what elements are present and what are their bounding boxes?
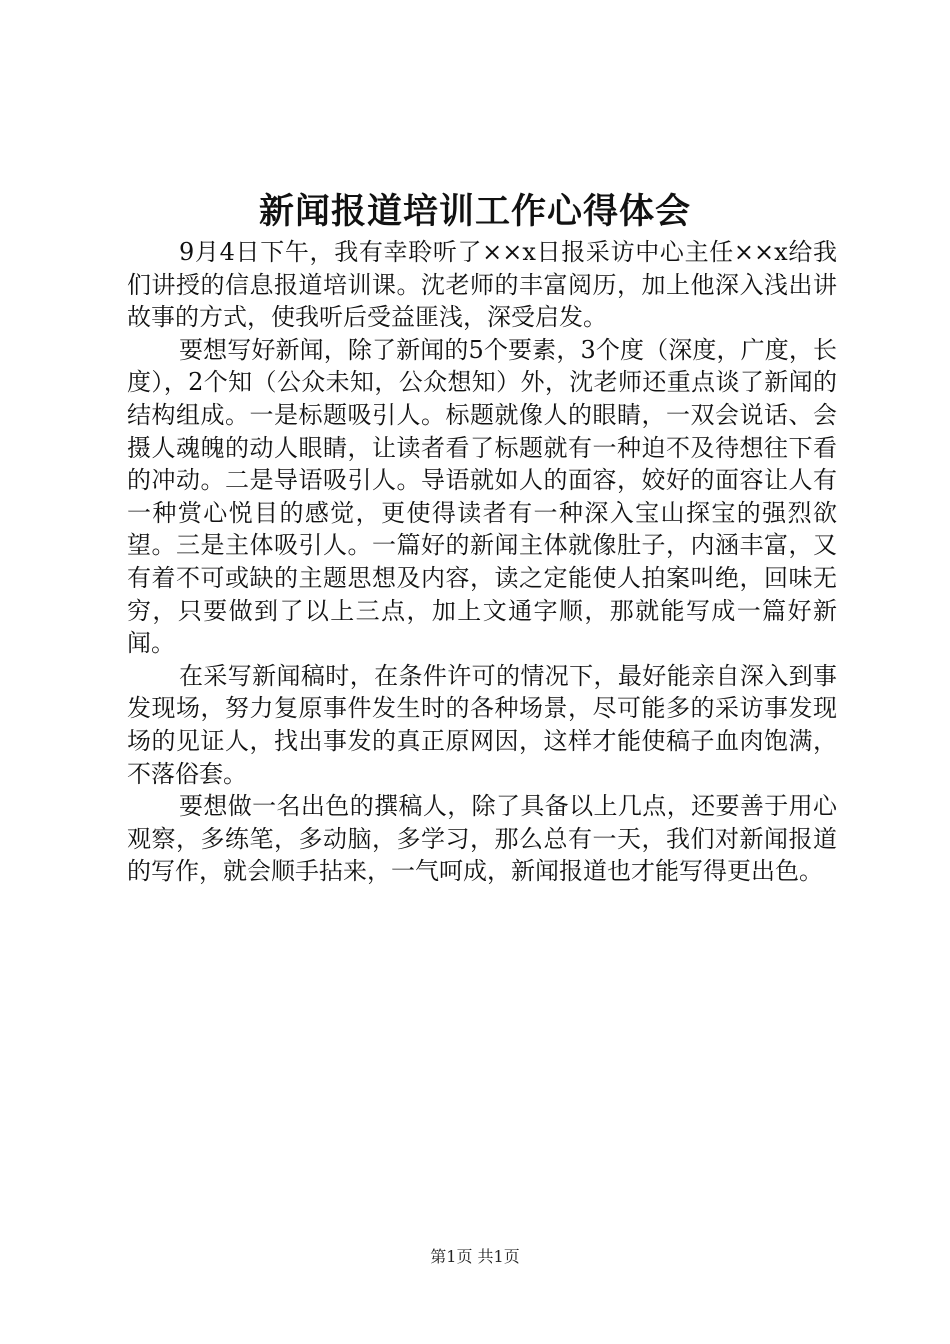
paragraph-1: 9月4日下午，我有幸聆听了××x日报采访中心主任××x给我们讲授的信息报道培训课。沈老师的丰富阅历，加上他深入浅出讲故事的方式，使我听后受益匪浅，深受启发。 [127, 238, 837, 332]
paragraph-2: 要想写好新闻，除了新闻的5个要素，3个度（深度，广度，长度），2个知（公众未知，公众想知）外，沈老师还重点谈了新闻的结构组成。一是标题吸引人。标题就像人的眼睛，一双会说话、会摄人魂魄的动人眼睛，让读者看了标题就有一种迫不及待想往下看的冲动。二是导语吸引人。导语就如人的面容，姣好的面容让人有一种赏心悦目的感觉，更使得读者有一种深入宝山探宝的强烈欲望。三是主体吸引人。一篇好的新闻主体就像肚子，内涵丰富，又有着不可或缺的主题思想及内容，读之定能使人拍案叫绝，回味无穷，只要做到了以上三点，加上文通字顺，那就能写成一篇好新闻。 [127, 335, 837, 658]
document-body [127, 236, 837, 888]
document-title: 新闻报道培训工作心得体会 [258, 191, 691, 232]
paragraph-3: 在采写新闻稿时，在条件许可的情况下，最好能亲自深入到事发现场，努力复原事件发生时的各种场景，尽可能多的采访事发现场的见证人，找出事发的真正原网因，这样才能使稿子血肉饱满，不落俗套。 [127, 661, 837, 788]
page-footer: 第1页 共1页 [430, 1247, 520, 1266]
paragraph-4: 要想做一名出色的撰稿人，除了具备以上几点，还要善于用心观察，多练笔，多动脑，多学习，那么总有一天，我们对新闻报道的写作，就会顺手拈来，一气呵成，新闻报道也才能写得更出色。 [127, 792, 837, 886]
